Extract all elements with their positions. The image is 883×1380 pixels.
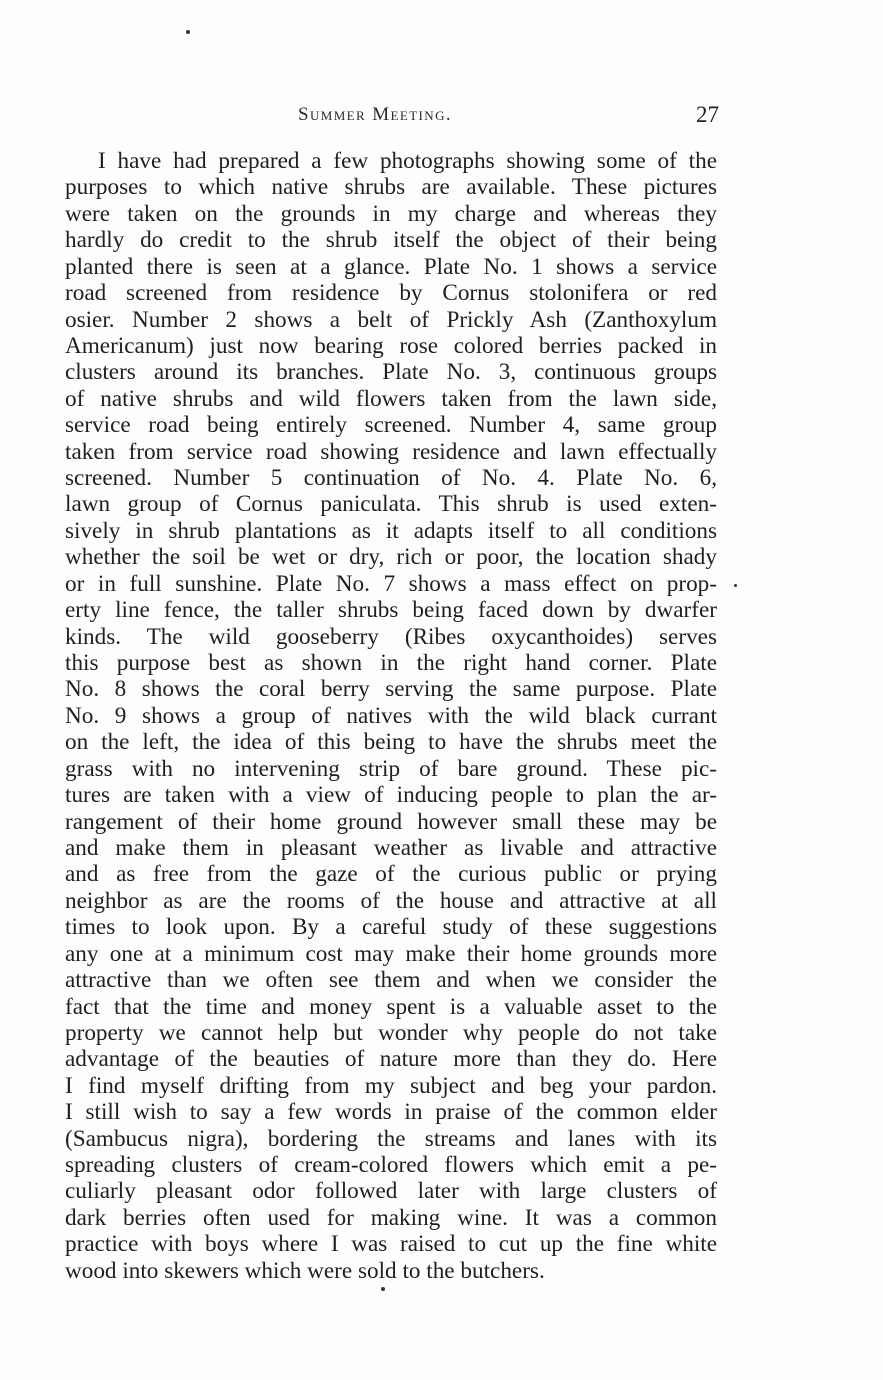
text-line: fact that the time and money spent is a valuable asset to the <box>65 993 717 1020</box>
text-line: No. 9 shows a group of natives with the wild black currant <box>65 702 717 729</box>
ink-speck-margin <box>734 584 737 587</box>
text-line: any one at a minimum cost may make their home grounds more <box>65 940 717 967</box>
text-line: were taken on the grounds in my charge and whereas they <box>65 200 717 227</box>
page-number: 27 <box>696 102 719 127</box>
text-line: spreading clusters of cream-colored flowers which emit a pe- <box>65 1152 717 1179</box>
text-line: osier. Number 2 shows a belt of Prickly Ash (Zanthoxylum <box>65 306 717 333</box>
page-header <box>0 104 883 134</box>
text-line: wood into skewers which were sold to the butchers. <box>65 1257 545 1284</box>
text-line: tures are taken with a view of inducing people to plan the ar- <box>65 782 717 809</box>
text-line: screened. Number 5 continuation of No. 4. Plate No. 6, <box>65 465 717 492</box>
text-line: clusters around its branches. Plate No. 3, continuous groups <box>65 359 717 386</box>
text-line: neighbor as are the rooms of the house and attractive at all <box>65 887 717 914</box>
text-line: on the left, the idea of this being to have the shrubs meet the <box>65 729 717 756</box>
ink-speck-top <box>186 30 190 34</box>
text-line: (Sambucus nigra), bordering the streams and lanes with its <box>65 1125 717 1152</box>
text-line: kinds. The wild gooseberry (Ribes oxycanthoides) serves <box>65 623 717 650</box>
text-line: dark berries often used for making wine. It was a common <box>65 1204 717 1231</box>
text-line: and make them in pleasant weather as livable and attractive <box>65 834 717 861</box>
text-line: planted there is seen at a glance. Plate No. 1 shows a service <box>65 253 717 280</box>
text-line: I have had prepared a few photographs showing some of the <box>98 148 717 174</box>
text-line: hardly do credit to the shrub itself the object of their being <box>65 227 717 254</box>
text-line: culiarly pleasant odor followed later with large clusters of <box>65 1178 717 1205</box>
text-line: advantage of the beauties of nature more than they do. Here <box>65 1046 717 1073</box>
ink-speck-bottom <box>381 1287 385 1291</box>
text-line: this purpose best as shown in the right hand corner. Plate <box>65 650 717 677</box>
text-line: Americanum) just now bearing rose colored berries packed in <box>65 332 717 359</box>
text-line: I still wish to say a few words in praise of the common elder <box>65 1099 717 1126</box>
text-line: and as free from the gaze of the curious public or prying <box>65 861 717 888</box>
text-line: attractive than we often see them and when we consider the <box>65 967 717 994</box>
text-line: service road being entirely screened. Number 4, same group <box>65 412 717 439</box>
text-line: road screened from residence by Cornus stolonifera or red <box>65 280 717 307</box>
text-line: purposes to which native shrubs are available. These pictures <box>65 174 717 201</box>
text-line: taken from service road showing residence and lawn effectually <box>65 438 717 465</box>
text-line: lawn group of Cornus paniculata. This shrub is used exten- <box>65 491 717 518</box>
paragraph <box>65 148 717 1284</box>
running-title: Summer Meeting. <box>298 104 453 125</box>
text-line: property we cannot help but wonder why people do not take <box>65 1019 717 1046</box>
text-line: erty line fence, the taller shrubs being faced down by dwarfer <box>65 597 717 624</box>
text-line: grass with no intervening strip of bare ground. These pic- <box>65 755 717 782</box>
text-line: practice with boys where I was raised to cut up the fine white <box>65 1231 717 1258</box>
text-line: whether the soil be wet or dry, rich or poor, the location shady <box>65 544 717 571</box>
text-line: times to look upon. By a careful study of these suggestions <box>65 914 717 941</box>
text-line: sively in shrub plantations as it adapts itself to all conditions <box>65 517 717 544</box>
text-line: or in full sunshine. Plate No. 7 shows a mass effect on prop- <box>65 570 717 597</box>
text-line: No. 8 shows the coral berry serving the same purpose. Plate <box>65 676 717 703</box>
text-line: of native shrubs and wild flowers taken from the lawn side, <box>65 385 717 412</box>
text-line: I find myself drifting from my subject and beg your pardon. <box>65 1072 717 1099</box>
text-line: rangement of their home ground however small these may be <box>65 808 717 835</box>
